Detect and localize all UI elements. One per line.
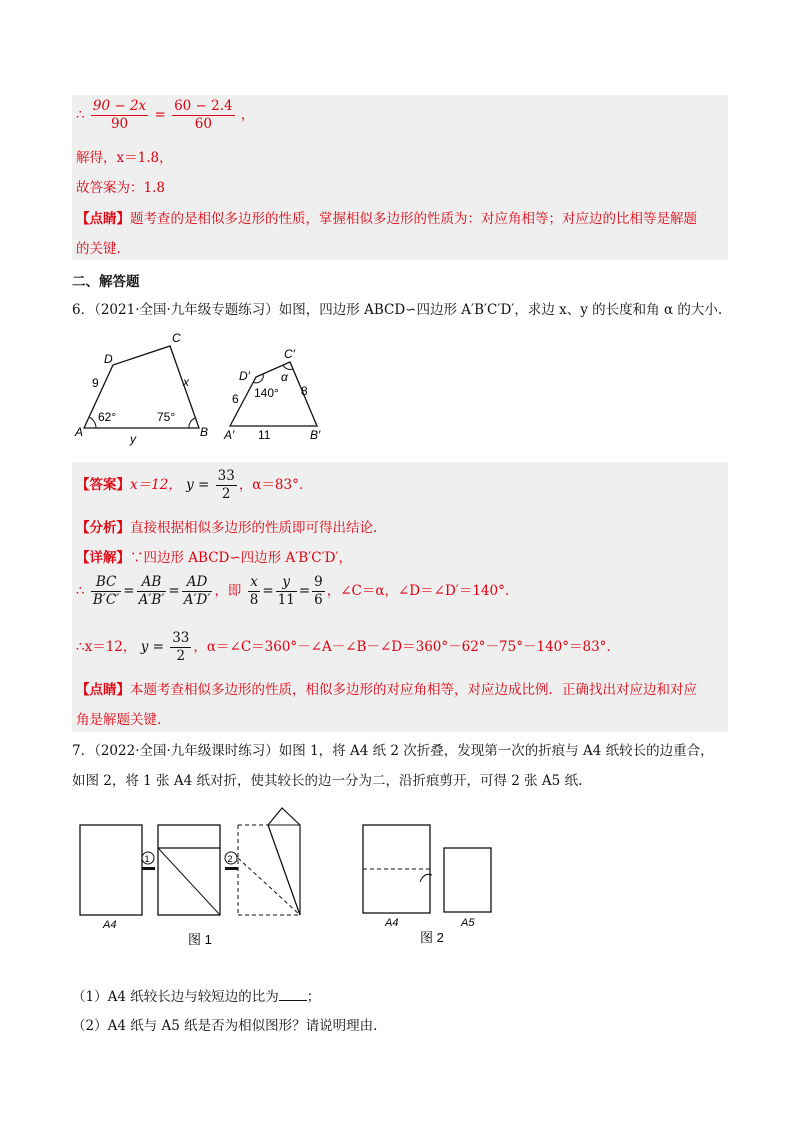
q7-figure <box>72 800 512 950</box>
denominator: A′B′ <box>138 592 165 608</box>
therefore-symbol: ∴ <box>76 107 85 123</box>
denominator: A′D′ <box>183 592 211 608</box>
question-7-text-2: 如图 2，将 1 张 A4 纸对折，使其较长的边一分为二，沿折痕剪开，可得 2 张 A5 纸. <box>72 773 583 789</box>
answer-alpha: ，α＝83°. <box>238 477 304 493</box>
answer-line: 故答案为：1.8 <box>76 180 165 196</box>
fraction <box>312 574 325 609</box>
side-label-a-prime-d-prime: 6 <box>232 392 239 406</box>
vertex-label-b: B <box>200 425 209 439</box>
sub-question-2: （2）A4 纸与 A5 纸是否为相似图形？请说明理由. <box>72 1018 378 1034</box>
vertex-label-a-prime: A′ <box>224 428 235 442</box>
conjunction: ，即 <box>214 583 242 599</box>
side-label-a-prime-b-prime: 11 <box>258 428 271 442</box>
step-2-arrow <box>225 867 238 870</box>
punctuation: ， <box>240 107 255 123</box>
fraction <box>137 574 167 609</box>
answer-line <box>76 468 303 503</box>
answer-tag: 【答案】 <box>76 477 130 493</box>
fraction <box>182 574 213 609</box>
step-1-label: 1 <box>144 854 150 864</box>
denominator: 8 <box>249 592 259 608</box>
vertex-label-d: D <box>104 352 113 366</box>
side-label-ab: y <box>130 432 136 446</box>
denominator: 90 <box>110 116 129 132</box>
detail-line <box>76 548 352 568</box>
denominator: 60 <box>194 116 212 132</box>
denominator: B′C′ <box>92 592 120 608</box>
detail-tag: 【详解】 <box>76 550 130 566</box>
numerator: x <box>248 574 261 592</box>
folded-triangle <box>268 808 300 915</box>
numerator: BC <box>91 574 121 592</box>
question-7-text-1 <box>72 741 714 761</box>
fraction <box>172 98 235 133</box>
numerator: AD <box>182 574 213 592</box>
denominator: 2 <box>176 648 186 664</box>
numerator: 60 − 2.4 <box>174 98 233 114</box>
equals-sign: = <box>154 107 166 123</box>
vertex-label-c: C <box>172 331 181 345</box>
question-number: 6． <box>72 302 95 318</box>
inner-diagonal <box>268 825 300 915</box>
fraction <box>91 98 148 133</box>
fraction <box>248 574 261 609</box>
angle-label-b: 75° <box>157 410 176 424</box>
numerator: 9 <box>314 574 323 590</box>
analysis-line <box>76 518 377 538</box>
step-2-label: 2 <box>227 854 233 864</box>
comment-tag: 【点睛】 <box>76 682 130 698</box>
numerator: 90 − 2x <box>92 98 147 114</box>
numerator: 33 <box>217 468 235 484</box>
result-line <box>76 630 611 665</box>
ratio-tail: ，∠C＝α，∠D＝∠D′＝140°. <box>326 583 510 599</box>
a4-sheet <box>80 825 142 915</box>
denominator: 11 <box>277 592 295 608</box>
a5-sheet <box>444 848 491 912</box>
fraction <box>216 468 237 503</box>
step-1-arrow <box>142 867 155 870</box>
answer-blank[interactable] <box>279 986 307 1001</box>
figure-2-caption: 图 2 <box>420 930 444 945</box>
comment-text: 本题考查相似多边形的性质，相似多边形的对应角相等，对应边成比例．正确找出对应边和对应 <box>130 682 697 698</box>
comment-line-2: 的关键. <box>76 241 121 257</box>
angle-mark-b <box>189 418 195 428</box>
result-tail: ，α＝∠C＝360°－∠A－∠B－∠D＝360°－62°－75°－140°＝83°. <box>193 639 611 655</box>
answer-y-label: y = <box>186 477 210 493</box>
angle-label-a: 62° <box>98 410 117 424</box>
angle-label-d-prime: 140° <box>254 386 279 400</box>
q6-figure <box>72 326 342 446</box>
comment-line-1 <box>76 680 697 700</box>
therefore-symbol: ∴ <box>76 583 85 599</box>
analysis-text: 直接根据相似多边形的性质即可得出结论. <box>130 520 378 536</box>
a4-label-fig2: A4 <box>385 917 399 929</box>
numerator: y <box>276 574 297 592</box>
side-label-bc: x <box>183 375 189 389</box>
question-number: 7． <box>72 743 95 759</box>
comment-line-1 <box>76 209 697 229</box>
diagonal-fold <box>158 848 220 915</box>
folded-sheet-1 <box>158 825 220 915</box>
figure-1-caption: 图 1 <box>188 932 212 947</box>
solve-line: 解得，x＝1.8， <box>76 150 173 166</box>
angle-mark-a <box>89 417 96 428</box>
a4-label: A4 <box>103 919 117 931</box>
fraction <box>276 574 297 609</box>
answer-x: x＝12， <box>130 477 182 493</box>
detail-text: ∵四边形 ABCD∽四边形 A′B′C′D′， <box>130 550 353 566</box>
result-y-label: y = <box>140 639 164 655</box>
punctuation: ； <box>306 989 321 1005</box>
equation-line <box>76 98 254 133</box>
denominator: 2 <box>221 486 231 502</box>
side-label-b-prime-c-prime: 8 <box>301 384 308 398</box>
dashed-diagonal <box>238 858 300 915</box>
vertex-label-b-prime: B′ <box>310 428 321 442</box>
angle-label-c-prime: α <box>281 370 288 384</box>
numerator: 33 <box>172 630 190 646</box>
sub-question-1 <box>72 986 320 1007</box>
comment-tag: 【点睛】 <box>76 211 130 227</box>
analysis-tag: 【分析】 <box>76 520 130 536</box>
fraction <box>170 630 191 665</box>
vertex-label-d-prime: D′ <box>239 369 250 383</box>
vertex-label-a: A <box>75 425 84 439</box>
question-body: （2022·全国·九年级课时练习）如图 1，将 A4 纸 2 次折叠，发现第一次的折痕与 A4 纸较长的边重合， <box>94 743 714 759</box>
vertex-label-c-prime: C′ <box>284 347 295 361</box>
section-heading: 二、解答题 <box>72 274 140 290</box>
a5-label: A5 <box>461 917 475 929</box>
comment-text: 题考查的是相似多边形的性质，掌握相似多边形的性质为：对应角相等；对应边的比相等是解题 <box>130 211 697 227</box>
ratio-line: ∴ $\frac{BC}{B'C'}$ = $\frac{AB}{A'B'}$ = $\frac{AD}{A'D'}$ ，即 $\frac{x}{8}$ = $\frac{y}{11}$ = $\frac{9}{6}$ ，∠C＝α，∠D＝∠D′＝140°. <box>76 574 510 608</box>
question-6-text <box>72 300 722 320</box>
denominator: 6 <box>314 592 323 608</box>
result-x: ∴x＝12， <box>76 639 137 655</box>
comment-line-2: 角是解题关键. <box>76 712 162 728</box>
question-body: （2021·全国·九年级专题练习）如图，四边形 ABCD∽四边形 A′B′C′D′，求边 x、y 的长度和角 α 的大小. <box>94 302 723 318</box>
numerator: AB <box>137 574 167 592</box>
fraction <box>91 574 121 609</box>
side-label-ad: 9 <box>92 376 99 390</box>
sub-question-1-text: （1）A4 纸较长边与较短边的比为 <box>72 989 279 1005</box>
